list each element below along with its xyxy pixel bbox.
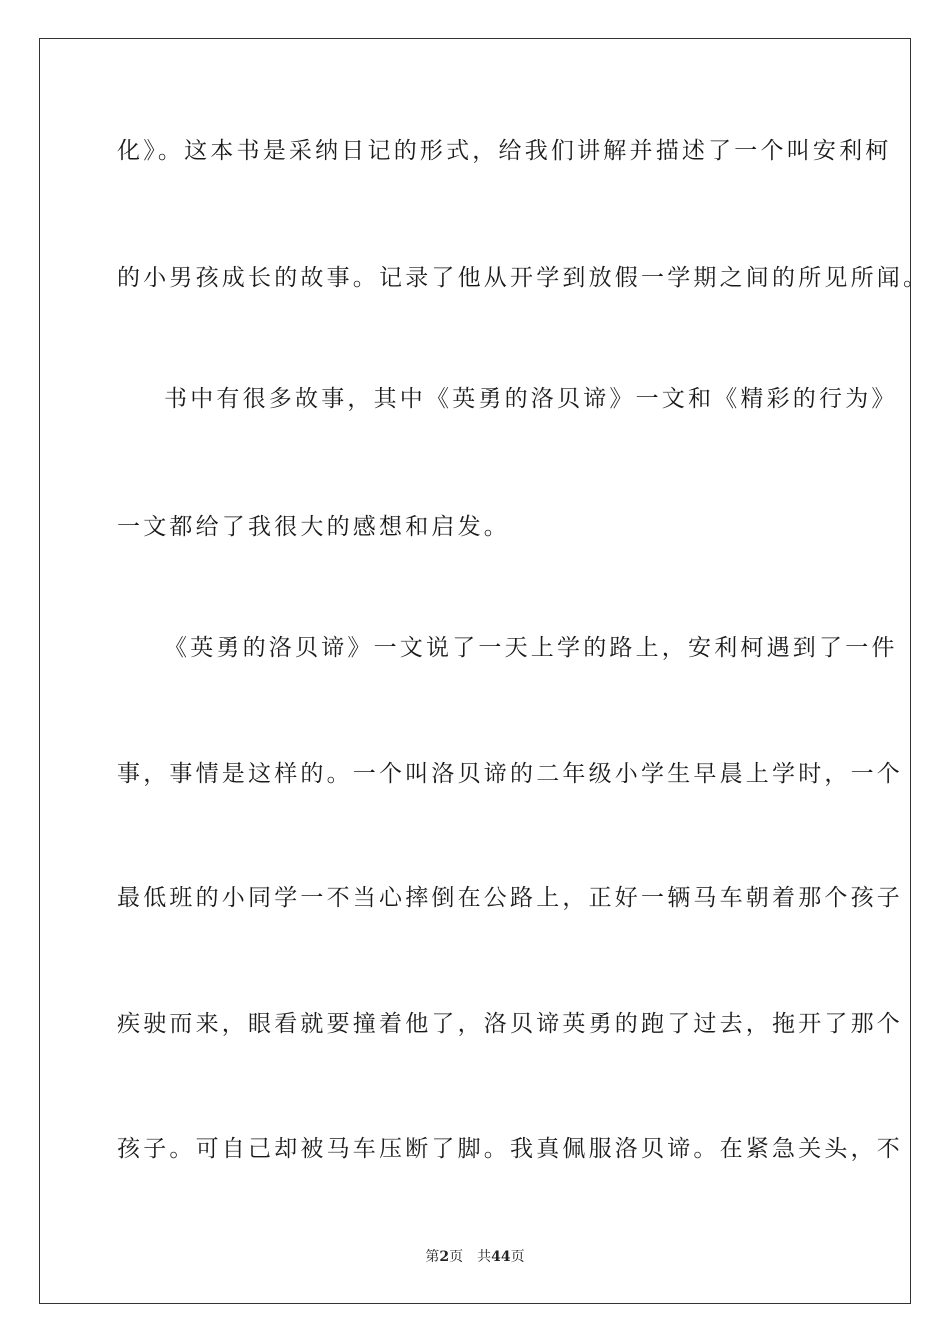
total-suffix: 页: [510, 1249, 525, 1265]
total-pages: 44: [491, 1249, 511, 1265]
text-line: 化》。这本书是采纳日记的形式，给我们讲解并描述了一个叫安利柯: [117, 138, 892, 164]
text-line: 孩子。可自己却被马车压断了脚。我真佩服洛贝谛。在紧急关头，不: [117, 1136, 903, 1162]
text-line: 最低班的小同学一不当心摔倒在公路上，正好一辆马车朝着那个孩子: [117, 885, 903, 911]
text-line: 一文都给了我很大的感想和启发。: [117, 514, 510, 540]
total-prefix: 共: [477, 1249, 492, 1265]
paragraph-start-line: 书中有很多故事，其中《英勇的洛贝谛》一文和《精彩的行为》: [164, 386, 898, 412]
page-number: 2: [439, 1249, 450, 1265]
text-line: 的小男孩成长的故事。记录了他从开学到放假一学期之间的所见所闻。: [117, 265, 930, 291]
text-line: 事，事情是这样的。一个叫洛贝谛的二年级小学生早晨上学时，一个: [117, 761, 903, 787]
text-line: 疾驶而来，眼看就要撞着他了，洛贝谛英勇的跑了过去，拖开了那个: [117, 1011, 903, 1037]
page-footer: [0, 1248, 950, 1266]
paragraph-start-line: 《英勇的洛贝谛》一文说了一天上学的路上，安利柯遇到了一件: [164, 635, 898, 661]
page-suffix: 页: [449, 1249, 464, 1265]
page-frame: [39, 38, 911, 1304]
page-prefix: 第: [425, 1249, 440, 1265]
